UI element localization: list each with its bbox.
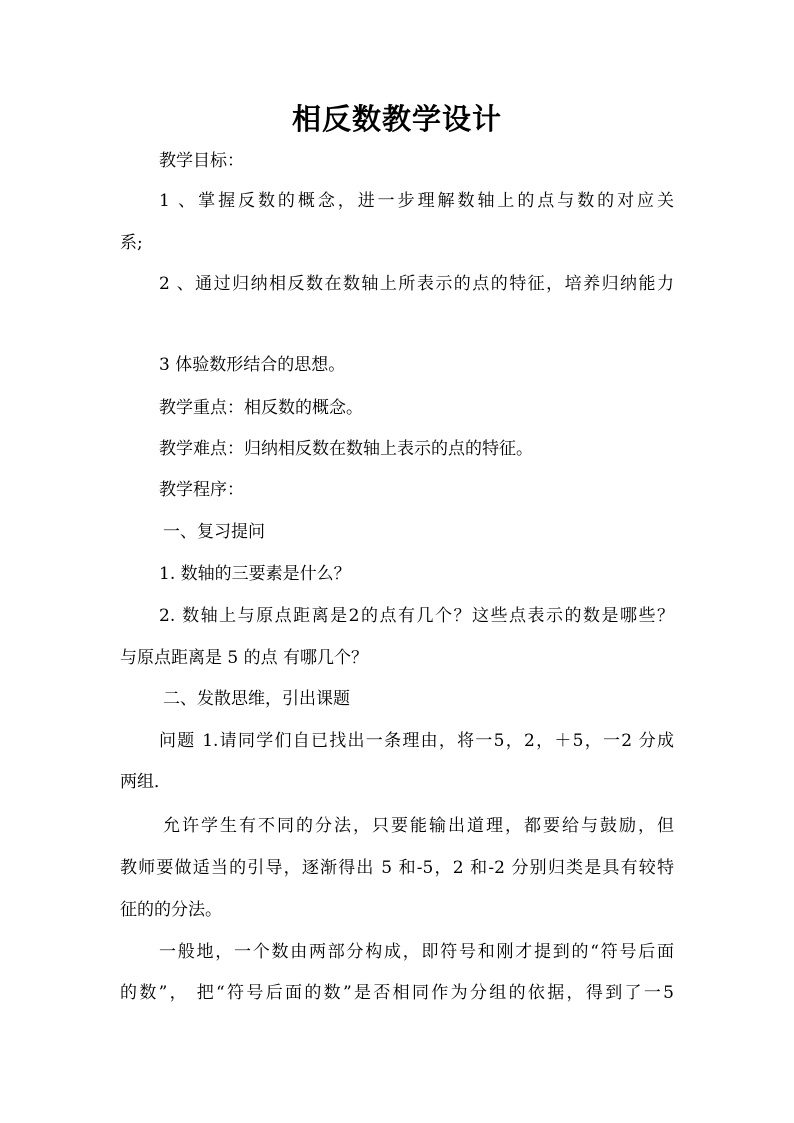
objective-3: 3 体验数形结合的思想。 (159, 355, 346, 375)
document-title: 相反数教学设计 (291, 102, 502, 136)
section-heading-procedure: 教学程序： (159, 480, 244, 500)
part-two-heading: 二、发散思维，引出课题 (163, 689, 350, 709)
review-question-2-line-2: 与原点距离是 5 的点 有哪几个？ (120, 648, 369, 668)
review-question-1: 1. 数轴的三要素是什么？ (159, 564, 351, 584)
paragraph-grouping-line-1: 允许学生有不同的分法，只要能输出道理，都要给与鼓励，但 (163, 816, 674, 836)
part-one-heading: 一、复习提问 (163, 522, 265, 542)
problem-1-line-2: 两组． (120, 772, 171, 792)
paragraph-grouping-line-2: 教师要做适当的引导，逐渐得出 5 和-5，2 和-2 分别归类是具有较特 (120, 858, 674, 878)
key-point: 教学重点：相反数的概念。 (159, 398, 363, 418)
objective-1-line-1: 1 、掌握反数的概念，进一步理解数轴上的点与数的对应关 (159, 191, 674, 211)
problem-1-line-1: 问题 1.请同学们自已找出一条理由，将一5，2，＋5，一2 分成 (159, 731, 674, 751)
paragraph-general-line-1: 一般地，一个数由两部分构成，即符号和刚才提到的“符号后面 (159, 942, 674, 962)
paragraph-grouping-line-3: 征的的分法。 (120, 900, 222, 920)
objective-1-line-2: 系; (120, 233, 143, 253)
paragraph-general-line-2: 的数”， 把“符号后面的数”是否相同作为分组的依据，得到了一5 (120, 983, 674, 1003)
objective-2: 2 、通过归纳相反数在数轴上所表示的点的特征，培养归纳能力 (159, 274, 674, 294)
section-heading-objectives: 教学目标： (159, 151, 244, 171)
review-question-2-line-1: 2. 数轴上与原点距离是2的点有几个？这些点表示的数是哪些？ (159, 606, 674, 626)
difficult-point: 教学难点：归纳相反数在数轴上表示的点的特征。 (159, 439, 533, 459)
